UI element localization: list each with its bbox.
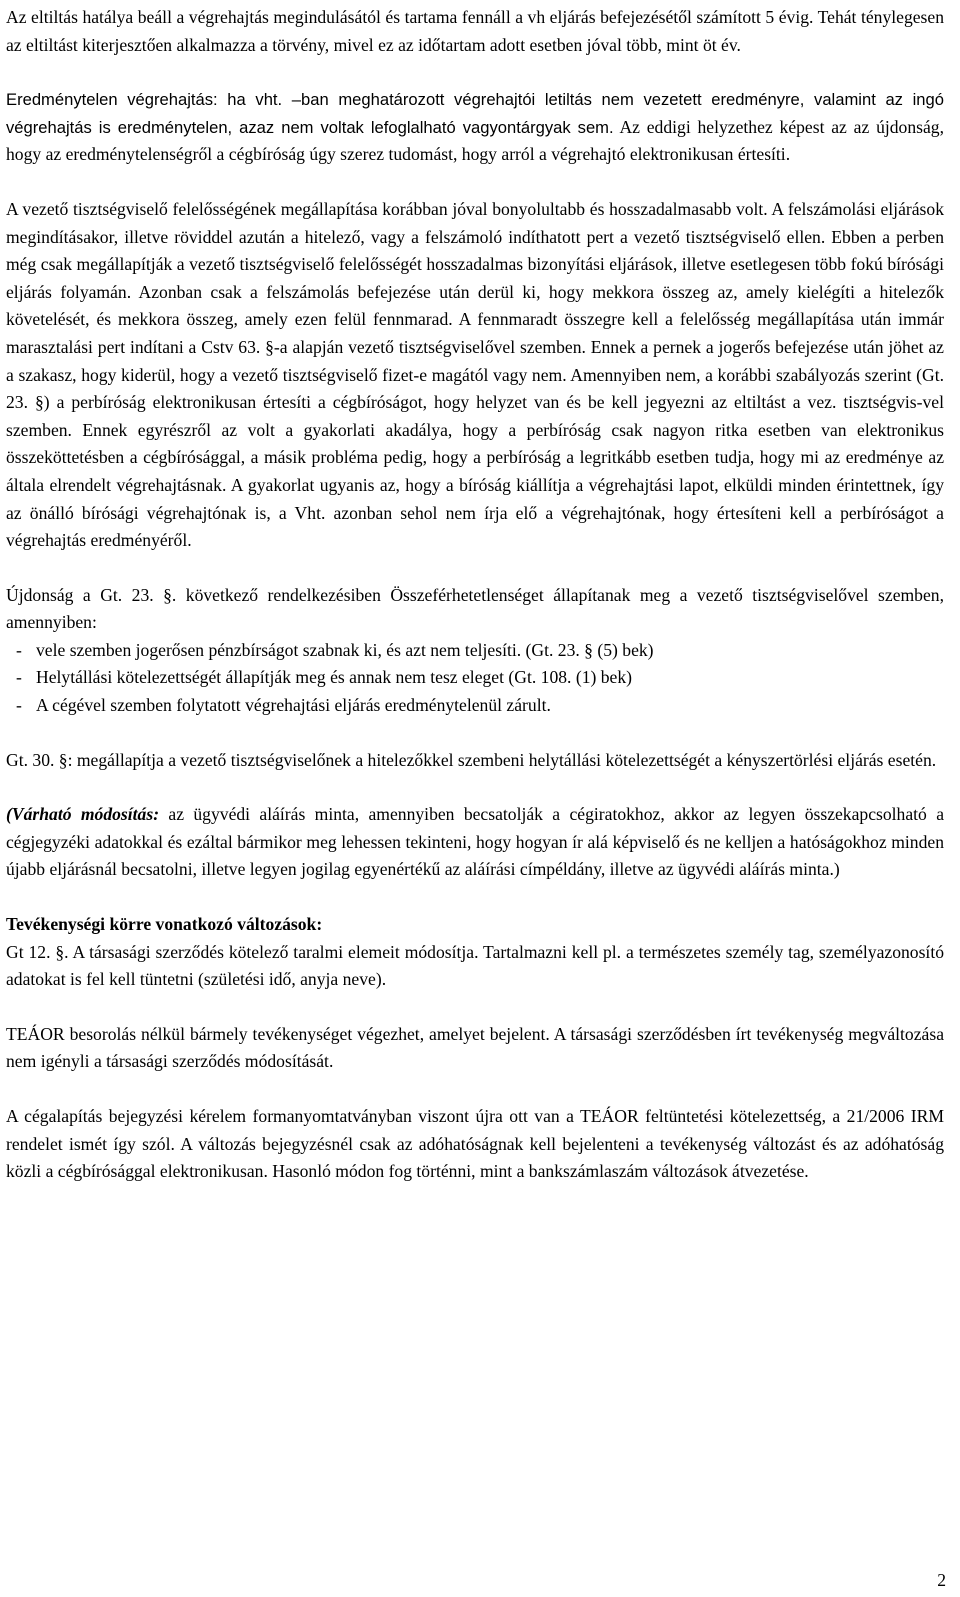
paragraph-ujdonsag: Újdonság a Gt. 23. §. következő rendelkezésiben Összeférhetetlenséget állapítanak meg a vezető tisztségviselővel szemben, amennyiben: (6, 584, 944, 633)
varhato-modositas-label: (Várható módosítás: (6, 804, 160, 825)
section-heading: Tevékenységi körre vonatkozó változások: (6, 914, 323, 935)
varhato-modositas-text: az ügyvédi aláírás minta, amennyiben becsatolják a cégiratokhoz, akkor az legyen összekapcsolható a cégjegyzéki adatokkal és ezáltal bármikor meg lehessen tekinteni, hogy hogyan ír alá képviselő és ne kelljen a hatóságokhoz minden újabb eljárásnál becsatolni, illetve legyen jogilag egyenértékű az aláírási címpéldány, illetve az ügyvédi aláírás minta.) (6, 804, 945, 880)
paragraph-cegalapitas: A cégalapítás bejegyzési kérelem formanyomtatványban viszont újra ott van a TEÁOR feltüntetési kötelezettség, a 21/2006 IRM rendelet ismét így szól. A változás bejegyzésnél csak az adóhatóságnak kell bejelenteni a tevékenység változást és az adóhatóság közli a cégbírósággal elektronikusan. Hasonló módon fog történni, mint a bankszámlaszám változások átvezetése. (6, 1106, 944, 1182)
novelty-text: Az eddigi helyzethez képest az az újdonság, hogy az eredménytelenségről a cégbíróság úgy szerez tudomást, hogy arról a végrehajtó elektronikusan értesíti. (6, 116, 944, 165)
paragraph-gt-12: Gt 12. §. A társasági szerződés kötelező taralmi elemeit módosítja. Tartalmazni kell pl. a természetes személy tag, személyazonosító adatokat is fel kell tüntetni (születési idő, anyja neve). (6, 941, 944, 990)
paragraph-eredmenytelen-vegrehajtas (6, 86, 944, 169)
paragraph-eltiltas-hatalya: Az eltiltás hatálya beáll a végrehajtás megindulásától és tartama fennáll a vh eljárás befejezésétől számított 5 évig. Tehát ténylegesen az eltiltást kiterjesztően alkalmazza a törvény, mivel ez az időtartam adott esetben jóval több, mint öt év. (6, 7, 944, 55)
definition-text: Eredménytelen végrehajtás: ha vht. –ban meghatározott végrehajtói letiltás nem vezetett eredményre, valamint az ingó végrehajtás is eredménytelen, azaz nem voltak lefoglalható vagyontárgyak sem. (6, 90, 944, 137)
paragraph-varhato-modositas (6, 801, 944, 884)
list-item: - Helytállási kötelezettségét állapítják meg és annak nem tesz eleget (Gt. 108. (1) bek) (6, 664, 944, 692)
osszeferhetetlenseg-list (6, 637, 944, 720)
paragraph-gt-30: Gt. 30. §: megállapítja a vezető tisztségviselőnek a hitelezőkkel szembeni helytállási kötelezettségét a kényszertörlési eljárás esetén. (6, 749, 937, 770)
page-number: 2 (937, 1570, 946, 1591)
list-item: - A cégével szemben folytatott végrehajtási eljárás eredménytelenül zárult. (6, 692, 944, 720)
paragraph-teaor: TEÁOR besorolás nélkül bármely tevékenységet végezhet, amelyet bejelent. A társasági szerződésben írt tevékenység megváltozása nem igényli a társasági szerződés módosítását. (6, 1023, 944, 1072)
paragraph-vezeto-felelosseg: A vezető tisztségviselő felelősségének megállapítása korábban jóval bonyolultabb és hosszadalmasabb volt. A felszámolási eljárások megindításakor, illetve röviddel azután a hitelező, vagy a felszámoló indíthatott pert a vezető tisztségviselő ellen. Ebben a perben még csak megállapítják a vezető tisztségviselő felelősségét hosszadalmas bizonyítási eljárások, illetve esetlegesen több fokú bírósági eljárás folyamán. Azonban csak a felszámolás befejezése után derül ki, hogy mekkora összeg az, amely kielégíti a hitelezők követelését, és mekkora összeg, amely ezen felül fennmarad. A fennmaradt összegre kell a felelősség megállapítása után immár marasztalási pert indítani a Cstv 63. §-a alapján vezető tisztségviselővel szemben. Ennek a pernek a jogerős befejezése után jöhet az a szakasz, hogy kiderül, hogy a vezető tisztségviselő fizet-e magától vagy nem. Amennyiben nem, a korábbi szabályozás szerint (Gt. 23. §) a perbíróság elektronikusan értesíti a cégbíróságot, hogy helyzet van és be kell jegyezni az eltiltást a vez. tisztségvis-vel szemben. Ennek egyrészről az volt a gyakorlati akadálya, hogy a perbíróság csak nagyon ritka esetben van elektronikus összeköttetésben a cégbírósággal, a másik probléma pedig, hogy a perbíróság a legritkább esetben tudja, hogy mi az eredménye az általa elrendelt végrehajtásnak. A gyakorlat ugyanis az, hogy a bíróság kiállítja a végrehajtási lapot, elküldi minden érintettnek, így az önálló bírósági végrehajtónak is, a Vht. azonban sehol nem írja elő a végrehajtónak, hogy értesíteni kell a perbíróságot a végrehajtás eredményéről. (6, 198, 944, 551)
list-item: - vele szemben jogerősen pénzbírságot szabnak ki, és azt nem teljesíti. (Gt. 23. § (5) bek) (6, 637, 944, 665)
